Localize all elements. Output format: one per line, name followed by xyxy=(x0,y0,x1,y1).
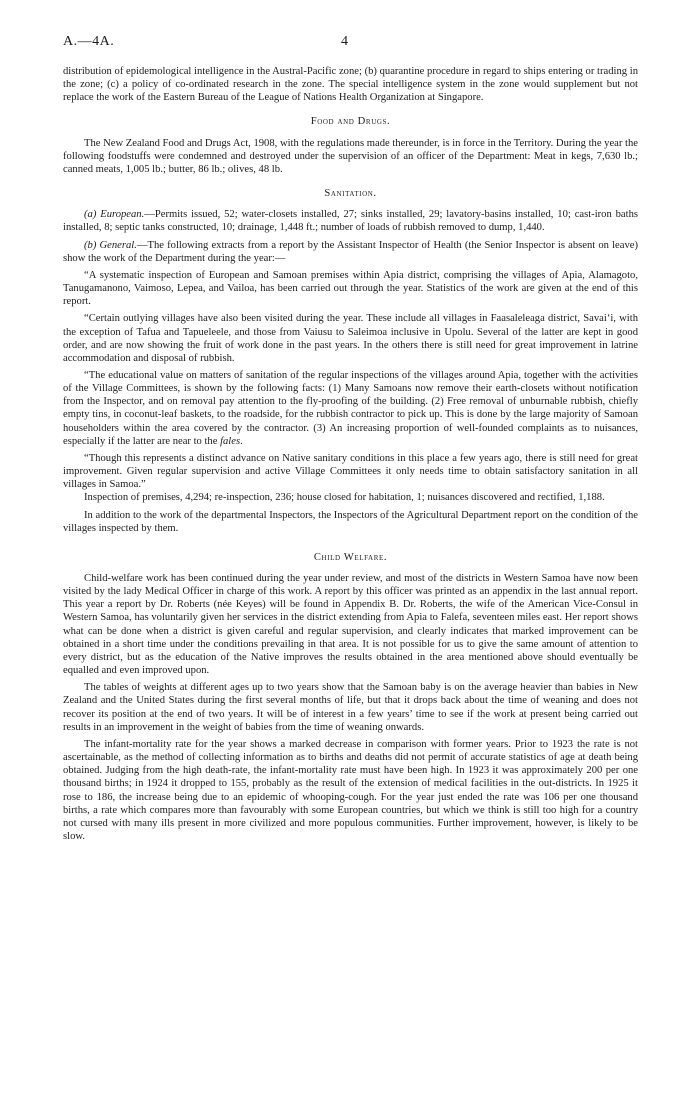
child-welfare-paragraph-2: The tables of weights at different ages up to two years show that the Samoan baby is on the average heavier than babies in New Zealand and the United States during the first several months of life, but that it drops back about the time of weaning and does not recover its position at the end of two years. It will be of interest in a few years’ time to see if the work at present being carried out results in an improvement in the weight of babies from the time of weaning onwards. xyxy=(63,682,638,733)
section-heading-food-and-drugs: Food and Drugs. xyxy=(310,116,391,128)
document-reference: A.—4A. xyxy=(63,34,115,49)
child-welfare-paragraph-1: Child-welfare work has been continued during the year under review, and most of the districts in Western Samoa have now been visited by the lady Medical Officer in charge of this work. A report by this officer was printed as an appendix in the last annual report. This year a report by Dr. Roberts (née Keyes) will be found in Appendix B. Dr. Roberts, the wife of the American Vice-Consul in Western Samoa, has voluntarily given her services in the district extending from Apia to Falefa, seventeen miles east. Her report shows what can be done when a district is given careful and regular supervision, and clearly indicates that marked improvement can be obtained in a short time under the conditions prevailing in that area. It is not possible for us to give the same amount of attention to every district, but as the education of the Native improves the results obtained in the area mentioned above should eventually be equalled and even improved upon. xyxy=(63,573,638,677)
sanitation-general-paragraph xyxy=(63,239,638,265)
general-text: —The following extracts from a report by the Assistant Inspector of Health (the Senior Inspector is absent on leave) show the work of the Department during the year:— xyxy=(63,239,638,264)
sanitation-european-paragraph xyxy=(63,208,638,234)
quote-paragraph-3 xyxy=(63,369,638,448)
agricultural-inspectors-paragraph: In addition to the work of the departmental Inspectors, the Inspectors of the Agricultural Department report on the condition of the villages inspected by them. xyxy=(63,509,638,534)
european-label: (a) European. xyxy=(84,209,145,221)
quote-3-end: . xyxy=(240,435,243,447)
food-paragraph: The New Zealand Food and Drugs Act, 1908, with the regulations made thereunder, is in force in the Territory. During the year the following foodstuffs were condemned and destroyed under the supervision of an officer of the Department: Meat in kegs, 7,630 lb.; canned meats, 1,005 lb.; butter, 86 lb.; olives, 48 lb. xyxy=(63,137,638,175)
european-text: —Permits issued, 52; water-closets installed, 27; sinks installed, 29; lavatory-basins installed, 10; cast-iron baths installed, 8; septic tanks constructed, 10; drainage, 1,448 ft.; number of loads of rubbish removed to dump, 1,440. xyxy=(63,209,638,234)
general-label: (b) General. xyxy=(84,239,137,251)
section-heading-sanitation: Sanitation. xyxy=(324,188,377,200)
quote-paragraph-4: “Though this represents a distinct advance on Native sanitary conditions in this place a few years ago, there is still need for great improvement. Given regular supervision and active Village Committees it only needs time to obtain satisfactory sanitation in all villages in Samoa.” xyxy=(63,452,638,491)
intro-paragraph: distribution of epidemological intelligence in the Austral-Pacific zone; (b) quarantine procedure in regard to ships entering or trading in the zone; (c) a policy of co-ordinated research in the zone. The special intelligence system in the zone would supplement but not replace the work of the Eastern Bureau of the League of Nations Health Organization at Singapore. xyxy=(63,66,638,104)
document-body xyxy=(63,65,638,843)
page-number: 4 xyxy=(341,34,348,49)
quote-paragraph-1: “A systematic inspection of European and Samoan premises within Apia district, comprising the villages of Apia, Alamagoto, Tanugamanono, Vaimoso, Lepea, and Vailoa, has been carried out through the year. Statistics of the work are given at the end of this report. xyxy=(63,269,638,308)
inspection-statistics-paragraph: Inspection of premises, 4,294; re-inspection, 236; house closed for habitation, 1; nuisances discovered and rectified, 1,188. xyxy=(84,492,605,504)
quote-3-italic-word: fales xyxy=(220,435,241,447)
child-welfare-paragraph-3: The infant-mortality rate for the year shows a marked decrease in comparison with former years. Prior to 1923 the rate is not ascertainable, as the method of collecting information as to births and deaths did not permit of accurate statistics of age at death being obtained. Judging from the high death-rate, the infant-mortality rate must have been high. In 1923 it was approximately 200 per one thousand births; in 1924 it dropped to 155, probably as the result of the extension of medical facilities in the out-districts. In 1925 it rose to 186, the increase being due to an epidemic of whooping-cough. For the year just ended the rate was 106 per one thousand births, a rate which compares more than favourably with some European countries, but which we think is still too high for a country not cursed with many ills present in more civilized and more populous communities. Further improvement, however, is likely to be slow. xyxy=(63,738,638,842)
quote-3-text: “The educational value on matters of sanitation of the regular inspections of the villages around Apia, together with the activities of the Village Committees, is shown by the following facts: (1) Many Samoans now remove their earth-closets without notification from the Inspector, and on removal pay attention to the fly-proofing of the building. (2) Free removal of unburnable rubbish, chiefly empty tins, in coconut-leaf baskets, to the roadside, for the rubbish contractor to pick up. This is done by the large majority of Samoan householders within the area covered by the contractor. (3) An increasing proportion of well-founded complaints as to nuisances, especially if the latter are near to the xyxy=(63,369,638,447)
section-heading-child-welfare: Child Welfare. xyxy=(313,551,388,563)
quote-paragraph-2: “Certain outlying villages have also been visited during the year. These include all villages in Faasaleleaga district, Savai‘i, with the exception of Tafua and Tapueleele, and those from Vaiusu to Saleimoa inclusive in Upolu. Several of the latter are kept in good order, and are now showing the fruit of work done in the past years. In the others there is still need for great improvement in latrine accommodation and disposal of rubbish. xyxy=(63,313,638,364)
